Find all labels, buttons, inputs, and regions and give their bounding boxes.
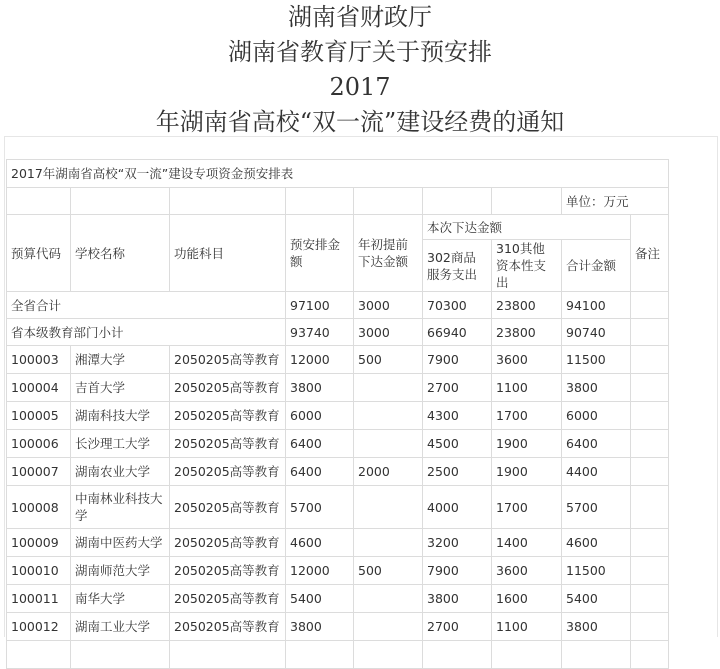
planned-amount: 5400 <box>286 585 354 613</box>
budget-code: 100003 <box>7 346 71 374</box>
table-row <box>7 585 669 613</box>
header-this-batch: 本次下达金额 <box>423 215 631 240</box>
budget-code: 100011 <box>7 585 71 613</box>
goods-amount: 2700 <box>423 374 492 402</box>
function-subject: 2050205高等教育 <box>170 430 286 458</box>
school-name: 吉首大学 <box>71 374 170 402</box>
total-amount: 11500 <box>562 557 631 585</box>
total-amount: 6000 <box>562 402 631 430</box>
capital-amount: 1100 <box>492 374 562 402</box>
early-amount <box>354 613 423 641</box>
early-amount: 3000 <box>354 319 423 346</box>
function-subject: 2050205高等教育 <box>170 374 286 402</box>
summary-row <box>7 292 669 319</box>
budget-code: 100004 <box>7 374 71 402</box>
unit-label: 单位：万元 <box>562 188 669 215</box>
budget-code: 100008 <box>7 486 71 529</box>
planned-amount: 93740 <box>286 319 354 346</box>
school-name: 湖南中医药大学 <box>71 529 170 557</box>
blank-cell <box>7 188 71 215</box>
capital-amount: 3600 <box>492 557 562 585</box>
goods-amount <box>423 641 492 669</box>
function-subject: 2050205高等教育 <box>170 613 286 641</box>
header-capital: 310其他资本性支出 <box>492 240 562 292</box>
goods-amount: 70300 <box>423 292 492 319</box>
capital-amount: 23800 <box>492 319 562 346</box>
school-name: 湖南农业大学 <box>71 458 170 486</box>
goods-amount: 4500 <box>423 430 492 458</box>
capital-amount: 3600 <box>492 346 562 374</box>
early-amount: 3000 <box>354 292 423 319</box>
planned-amount: 4600 <box>286 529 354 557</box>
header-code: 预算代码 <box>7 215 71 292</box>
capital-amount: 1900 <box>492 430 562 458</box>
budget-code: 100005 <box>7 402 71 430</box>
capital-amount: 1400 <box>492 529 562 557</box>
remark-cell <box>631 292 669 319</box>
early-amount <box>354 402 423 430</box>
function-subject: 2050205高等教育 <box>170 458 286 486</box>
capital-amount: 23800 <box>492 292 562 319</box>
summary-row <box>7 319 669 346</box>
table-row <box>7 458 669 486</box>
budget-code: 100006 <box>7 430 71 458</box>
school-name: 湖南师范大学 <box>71 557 170 585</box>
total-amount: 3800 <box>562 613 631 641</box>
header-goods: 302商品服务支出 <box>423 240 492 292</box>
header-remark: 备注 <box>631 215 669 292</box>
table-row <box>7 641 669 669</box>
budget-code: 100009 <box>7 529 71 557</box>
summary-label: 省本级教育部门小计 <box>7 319 286 346</box>
function-subject: 2050205高等教育 <box>170 402 286 430</box>
title-line-3: 2017 <box>329 73 391 101</box>
goods-amount: 3200 <box>423 529 492 557</box>
early-amount: 500 <box>354 346 423 374</box>
function-subject: 2050205高等教育 <box>170 486 286 529</box>
function-subject: 2050205高等教育 <box>170 346 286 374</box>
total-amount: 11500 <box>562 346 631 374</box>
summary-label: 全省合计 <box>7 292 286 319</box>
remark-cell <box>631 557 669 585</box>
goods-amount: 4300 <box>423 402 492 430</box>
remark-cell <box>631 346 669 374</box>
table-row <box>7 613 669 641</box>
early-amount <box>354 529 423 557</box>
remark-cell <box>631 613 669 641</box>
remark-cell <box>631 641 669 669</box>
early-amount <box>354 374 423 402</box>
remark-cell <box>631 529 669 557</box>
planned-amount: 6000 <box>286 402 354 430</box>
capital-amount <box>492 641 562 669</box>
total-amount: 4600 <box>562 529 631 557</box>
remark-cell <box>631 374 669 402</box>
table-row <box>7 529 669 557</box>
table-caption: 2017年湖南省高校“双一流”建设专项资金预安排表 <box>7 160 669 188</box>
planned-amount: 3800 <box>286 374 354 402</box>
school-name <box>71 641 170 669</box>
remark-cell <box>631 486 669 529</box>
early-amount: 2000 <box>354 458 423 486</box>
goods-amount: 4000 <box>423 486 492 529</box>
table-row <box>7 374 669 402</box>
school-name: 湘潭大学 <box>71 346 170 374</box>
blank-cell <box>423 188 492 215</box>
total-amount: 4400 <box>562 458 631 486</box>
school-name: 湖南科技大学 <box>71 402 170 430</box>
blank-cell <box>286 188 354 215</box>
table-row <box>7 346 669 374</box>
planned-amount: 12000 <box>286 346 354 374</box>
goods-amount: 2700 <box>423 613 492 641</box>
total-amount <box>562 641 631 669</box>
total-amount: 5700 <box>562 486 631 529</box>
title-line-2: 湖南省教育厅关于预安排 <box>228 38 492 66</box>
remark-cell <box>631 458 669 486</box>
total-amount: 90740 <box>562 319 631 346</box>
blank-cell <box>170 188 286 215</box>
title-line-4: 年湖南省高校“双一流”建设经费的通知 <box>155 108 565 136</box>
table-row <box>7 557 669 585</box>
planned-amount: 3800 <box>286 613 354 641</box>
blank-cell <box>492 188 562 215</box>
capital-amount: 1700 <box>492 486 562 529</box>
function-subject <box>170 641 286 669</box>
header-total: 合计金额 <box>562 240 631 292</box>
table-row <box>7 486 669 529</box>
capital-amount: 1600 <box>492 585 562 613</box>
school-name: 中南林业科技大学 <box>71 486 170 529</box>
total-amount: 5400 <box>562 585 631 613</box>
budget-code: 100012 <box>7 613 71 641</box>
total-amount: 3800 <box>562 374 631 402</box>
planned-amount: 12000 <box>286 557 354 585</box>
table-row <box>7 430 669 458</box>
budget-table <box>6 159 669 669</box>
function-subject: 2050205高等教育 <box>170 557 286 585</box>
goods-amount: 66940 <box>423 319 492 346</box>
early-amount: 500 <box>354 557 423 585</box>
function-subject: 2050205高等教育 <box>170 585 286 613</box>
capital-amount: 1900 <box>492 458 562 486</box>
header-school: 学校名称 <box>71 215 170 292</box>
goods-amount: 3800 <box>423 585 492 613</box>
planned-amount: 6400 <box>286 458 354 486</box>
header-early: 年初提前下达金额 <box>354 215 423 292</box>
goods-amount: 7900 <box>423 557 492 585</box>
early-amount <box>354 641 423 669</box>
table-row <box>7 402 669 430</box>
remark-cell <box>631 430 669 458</box>
blank-cell <box>71 188 170 215</box>
capital-amount: 1700 <box>492 402 562 430</box>
school-name: 湖南工业大学 <box>71 613 170 641</box>
budget-code: 100010 <box>7 557 71 585</box>
goods-amount: 7900 <box>423 346 492 374</box>
early-amount <box>354 430 423 458</box>
blank-cell <box>354 188 423 215</box>
early-amount <box>354 486 423 529</box>
planned-amount: 6400 <box>286 430 354 458</box>
budget-code <box>7 641 71 669</box>
remark-cell <box>631 585 669 613</box>
school-name: 南华大学 <box>71 585 170 613</box>
header-planned: 预安排金额 <box>286 215 354 292</box>
early-amount <box>354 585 423 613</box>
planned-amount: 5700 <box>286 486 354 529</box>
title-line-1: 湖南省财政厅 <box>288 3 432 31</box>
header-subject: 功能科目 <box>170 215 286 292</box>
planned-amount <box>286 641 354 669</box>
remark-cell <box>631 319 669 346</box>
total-amount: 94100 <box>562 292 631 319</box>
total-amount: 6400 <box>562 430 631 458</box>
budget-code: 100007 <box>7 458 71 486</box>
planned-amount: 97100 <box>286 292 354 319</box>
goods-amount: 2500 <box>423 458 492 486</box>
function-subject: 2050205高等教育 <box>170 529 286 557</box>
remark-cell <box>631 402 669 430</box>
school-name: 长沙理工大学 <box>71 430 170 458</box>
capital-amount: 1100 <box>492 613 562 641</box>
document-title <box>0 0 720 140</box>
